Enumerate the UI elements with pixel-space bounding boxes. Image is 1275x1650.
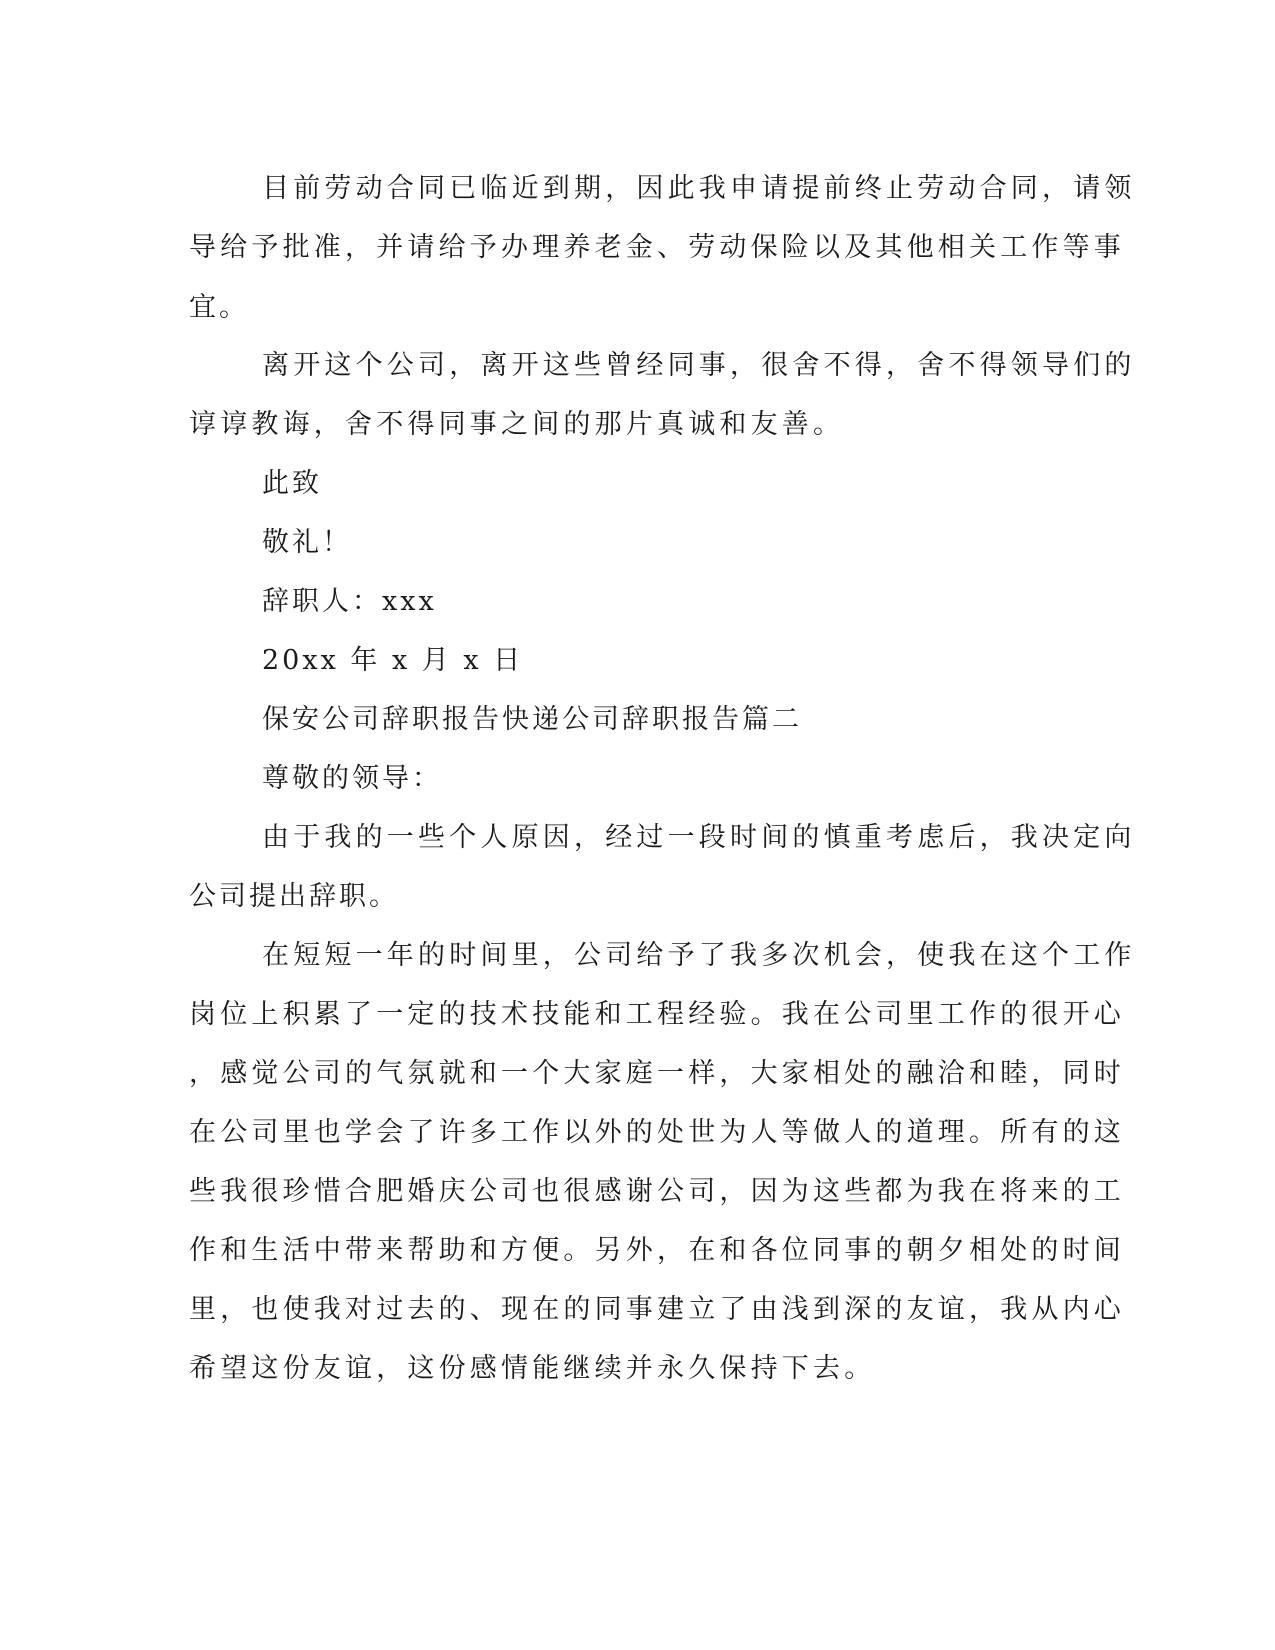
closing-salutation: 此致: [262, 468, 322, 499]
paragraph-line: 导给予批准，并请给予办理养老金、劳动保险以及其他相关工作等事: [189, 232, 1125, 263]
paragraph-line: 由于我的一些个人原因，经过一段时间的慎重考虑后，我决定向: [262, 822, 1136, 853]
paragraph-line: 作和生活中带来帮助和方便。另外，在和各位同事的朝夕相处的时间: [189, 1235, 1125, 1266]
paragraph-line: 些我很珍惜合肥婚庆公司也很感谢公司，因为这些都为我在将来的工: [189, 1176, 1125, 1207]
paragraph-line: 公司提出辞职。: [189, 881, 399, 912]
paragraph-line: 目前劳动合同已临近到期，因此我申请提前终止劳动合同，请领: [262, 173, 1136, 204]
paragraph-line: 谆谆教诲，舍不得同事之间的那片真诚和友善。: [189, 409, 845, 440]
paragraph-line: 里，也使我对过去的、现在的同事建立了由浅到深的友谊，我从内心: [189, 1294, 1125, 1325]
paragraph-line: 离开这个公司，离开这些曾经同事，很舍不得，舍不得领导们的: [262, 350, 1136, 381]
section-title: 保安公司辞职报告快递公司辞职报告篇二: [262, 704, 802, 735]
date-line: 20xx 年 x 月 x 日: [262, 645, 524, 676]
paragraph-line: 岗位上积累了一定的技术技能和工程经验。我在公司里工作的很开心: [189, 999, 1125, 1030]
paragraph-line: 在公司里也学会了许多工作以外的处世为人等做人的道理。所有的这: [189, 1117, 1125, 1148]
closing-regards: 敬礼！: [262, 527, 352, 558]
paragraph-line: 宜。: [189, 292, 249, 323]
signature-line: 辞职人：xxx: [262, 586, 437, 617]
greeting: 尊敬的领导：: [262, 763, 442, 794]
paragraph-line: ，感觉公司的气氛就和一个大家庭一样，大家相处的融洽和睦，同时: [189, 1058, 1125, 1089]
paragraph-line: 希望这份友谊，这份感情能继续并永久保持下去。: [189, 1353, 876, 1384]
paragraph-line: 在短短一年的时间里，公司给予了我多次机会，使我在这个工作: [262, 940, 1136, 971]
